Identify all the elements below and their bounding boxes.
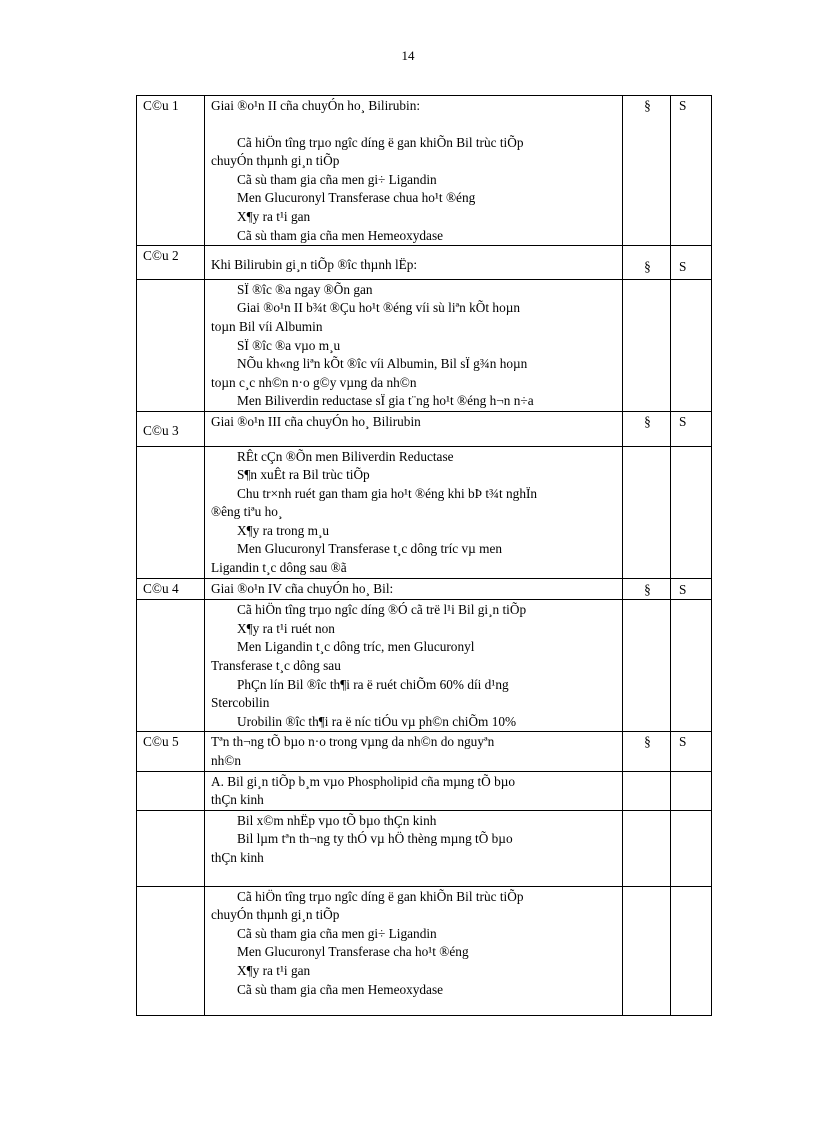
option-text: PhÇn lín Bil ®îc th¶i ra ë ruét chiÕm 60% díi d¹ng bbox=[237, 676, 509, 692]
option-text: Cã hiÖn tîng trµo ngîc díng ë gan khiÕn Bil trùc tiÕp bbox=[237, 134, 524, 150]
table-row bbox=[137, 279, 712, 411]
options-cell bbox=[205, 886, 623, 1016]
option-text: X¶y ra trong m¸u bbox=[237, 522, 330, 538]
option-text: NÕu kh«ng liªn kÕt ®îc víi Albumin, Bil sÏ g¾n hoµn bbox=[237, 356, 528, 372]
option-text: A. Bil gi¸n tiÕp b¸m vµo Phospholipid cña mµng tÕ bµo bbox=[211, 773, 516, 789]
true-column-marker: § bbox=[623, 732, 671, 771]
question-table bbox=[136, 95, 712, 1016]
false-column-marker: S bbox=[671, 96, 712, 246]
option-text: X¶y ra t¹i gan bbox=[237, 208, 311, 224]
true-column-marker: § bbox=[623, 246, 671, 280]
question-label: C©u 2 bbox=[137, 246, 205, 280]
table-row bbox=[137, 600, 712, 732]
question-label: C©u 4 bbox=[137, 578, 205, 600]
table-row bbox=[137, 411, 712, 446]
table-row bbox=[137, 810, 712, 886]
true-column-marker: § bbox=[623, 96, 671, 246]
options-cell bbox=[205, 810, 623, 886]
question-stem: Giai ®o¹n IV cña chuyÓn ho¸ Bil: bbox=[211, 580, 394, 596]
option-text: Men Glucuronyl Transferase chua ho¹t ®éng bbox=[237, 190, 476, 206]
option-text: SÏ ®îc ®a ngay ®Õn gan bbox=[237, 281, 373, 297]
option-text: Ligandin t¸c dông sau ®ã bbox=[211, 560, 347, 576]
option-text: Giai ®o¹n II b¾t ®Çu ho¹t ®éng víi sù liªn kÕt hoµn bbox=[237, 300, 521, 316]
question-content bbox=[205, 96, 623, 246]
table-row bbox=[137, 96, 712, 246]
option-text: chuyÓn thµnh gi¸n tiÕp bbox=[211, 153, 340, 169]
question-stem: nh©n bbox=[211, 753, 242, 768]
question-stem-cell bbox=[205, 411, 623, 446]
option-text: Urobilin ®îc th¶i ra ë níc tiÓu vµ ph©n chiÕm 10% bbox=[237, 713, 517, 729]
false-column-marker: S bbox=[671, 732, 712, 771]
question-stem: Khi Bilirubin gi¸n tiÕp ®îc thµnh lËp: bbox=[211, 257, 418, 273]
option-text: ®êng tiªu ho¸ bbox=[211, 504, 283, 520]
false-column-marker: S bbox=[671, 411, 712, 446]
table-row bbox=[137, 446, 712, 578]
options-cell bbox=[205, 279, 623, 411]
option-text: Cã sù tham gia cña men Hemeoxydase bbox=[237, 981, 444, 997]
table-row bbox=[137, 578, 712, 600]
question-stem-cell bbox=[205, 246, 623, 280]
option-text: Cã sù tham gia cña men Hemeoxydase bbox=[237, 227, 444, 243]
question-stem: Tªn th¬ng tÕ bµo n·o trong vµng da nh©n do nguyªn bbox=[211, 734, 495, 750]
option-text: Men Biliverdin reductase sÏ gia t¨ng ho¹t ®éng h¬n n÷a bbox=[237, 393, 534, 409]
option-text: Bil x©m nhËp vµo tÕ bµo thÇn kinh bbox=[237, 812, 437, 828]
option-text: Men Ligandin t¸c dông tríc, men Glucuronyl bbox=[237, 639, 475, 655]
options-cell bbox=[205, 600, 623, 732]
table-row bbox=[137, 732, 712, 771]
option-text: X¶y ra t¹i ruét non bbox=[237, 620, 335, 636]
option-text: RÊt cÇn ®Õn men Biliverdin Reductase bbox=[237, 448, 454, 464]
option-text: toµn Bil víi Albumin bbox=[211, 318, 323, 334]
option-text: Men Glucuronyl Transferase cha ho¹t ®éng bbox=[237, 944, 469, 960]
option-text: Transferase t¸c dông sau bbox=[211, 658, 341, 674]
option-text: thÇn kinh bbox=[211, 849, 264, 865]
option-text: Chu tr×nh ruét gan tham gia ho¹t ®éng khi bÞ t¾t nghÏn bbox=[237, 485, 538, 501]
option-text: Cã sù tham gia cña men gi÷ Ligandin bbox=[237, 171, 437, 187]
true-column-marker: § bbox=[623, 411, 671, 446]
table-row bbox=[137, 886, 712, 1016]
false-column-marker: S bbox=[671, 246, 712, 280]
table-row bbox=[137, 771, 712, 810]
question-label: C©u 3 bbox=[137, 411, 205, 446]
question-stem: Giai ®o¹n II cña chuyÓn ho¸ Bilirubin: bbox=[211, 98, 421, 113]
option-text: thÇn kinh bbox=[211, 792, 264, 808]
option-text: S¶n xuÊt ra Bil trùc tiÕp bbox=[237, 467, 370, 483]
option-text: SÏ ®îc ®a vµo m¸u bbox=[237, 337, 341, 353]
true-column-marker: § bbox=[623, 578, 671, 600]
option-text: toµn c¸c nh©n n·o g©y vµng da nh©n bbox=[211, 374, 417, 390]
question-label: C©u 5 bbox=[137, 732, 205, 771]
question-stem-cell bbox=[205, 732, 623, 771]
question-stem-cell bbox=[205, 578, 623, 600]
false-column-marker: S bbox=[671, 578, 712, 600]
question-stem: Giai ®o¹n III cña chuyÓn ho¸ Bilirubin bbox=[211, 413, 421, 429]
option-text: Cã hiÖn tîng trµo ngîc díng ®Ó cã trë l¹i Bil gi¸n tiÕp bbox=[237, 602, 527, 618]
page-number: 14 bbox=[401, 48, 415, 63]
question-label: C©u 1 bbox=[137, 96, 205, 246]
option-text: Men Glucuronyl Transferase t¸c dông tríc vµ men bbox=[237, 541, 503, 557]
option-text: Cã sù tham gia cña men gi÷ Ligandin bbox=[237, 925, 437, 941]
option-text: chuyÓn thµnh gi¸n tiÕp bbox=[211, 907, 340, 923]
options-cell bbox=[205, 446, 623, 578]
option-text: Stercobilin bbox=[211, 695, 270, 711]
option-text: Cã hiÖn tîng trµo ngîc díng ë gan khiÕn Bil trùc tiÕp bbox=[237, 888, 524, 904]
table-row bbox=[137, 246, 712, 280]
option-text: X¶y ra t¹i gan bbox=[237, 962, 311, 978]
options-cell bbox=[205, 771, 623, 810]
option-text: Bil lµm tªn th¬ng ty thÓ vµ hÖ thèng mµng tÕ bµo bbox=[237, 831, 513, 847]
